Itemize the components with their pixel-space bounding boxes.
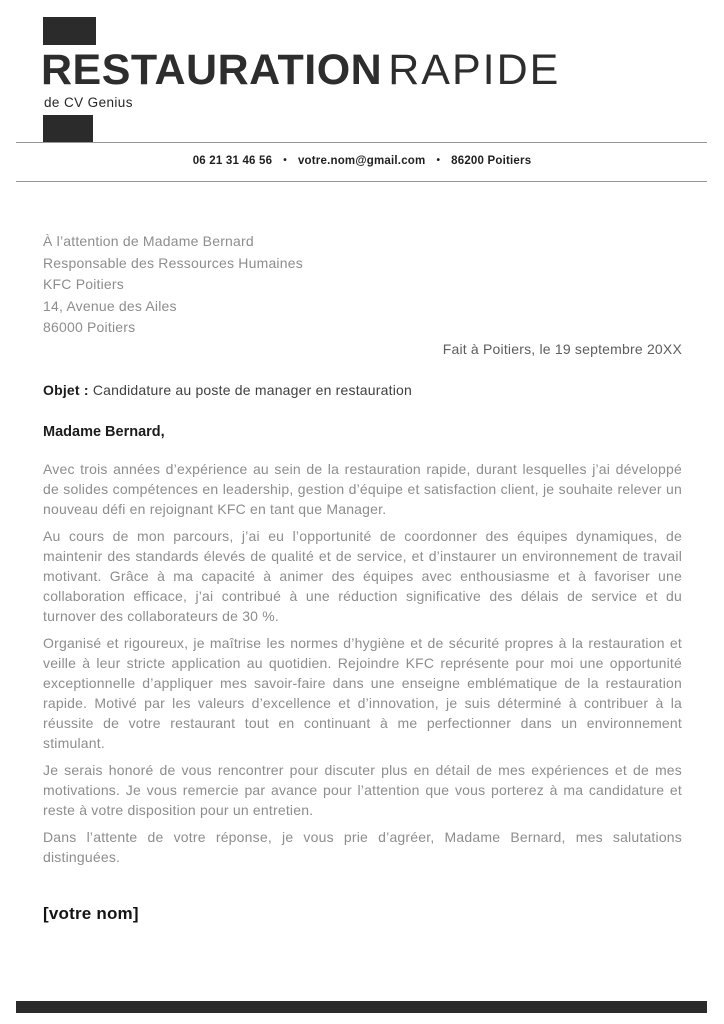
brand-square-bottom	[43, 115, 93, 142]
recipient-line: 86000 Poitiers	[43, 319, 136, 335]
recipient-block	[43, 231, 682, 339]
paragraph: Je serais honoré de vous rencontrer pour discuter plus en détail de mes expériences et de mes motivations. Je vous remercie par avance pour l’attention que vous porterez à ma candidature et reste à votre disposition pour un entretien.	[43, 761, 682, 818]
page-title-light: RAPIDE	[388, 46, 561, 94]
page-title	[41, 46, 682, 94]
salutation: Madame Bernard,	[43, 423, 165, 440]
email-address: votre.nom@gmail.com	[297, 155, 426, 167]
brand-square-top	[43, 17, 96, 45]
recipient-line: 14, Avenue des Ailes	[43, 297, 177, 314]
header-rule-bottom	[16, 181, 707, 182]
subject-label: Objet :	[43, 381, 89, 398]
letter-body	[43, 459, 682, 867]
paragraph: Dans l’attente de votre réponse, je vous prie d’agréer, Madame Bernard, mes salutations distinguées.	[43, 828, 682, 865]
footer-bar	[16, 1001, 707, 1013]
brand-subtitle: de CV Genius	[44, 95, 133, 110]
recipient-line: À l’attention de Madame Bernard	[43, 233, 254, 249]
date-line: Fait à Poitiers, le 19 septembre 20XX	[442, 340, 682, 357]
subject-line	[43, 382, 682, 398]
recipient-line: KFC Poitiers	[43, 276, 124, 292]
paragraph: Organisé et rigoureux, je maîtrise les normes d’hygiène et de sécurité propres à la restauration et veille à leur stricte application au quotidien. Rejoindre KFC représente pour moi une opportunité exceptionnelle d’appliquer mes savoir-faire dans une enseigne emblématique de la restauration rapide. Motivé par les valeurs d’excellence et d’innovation, je suis déterminé à contribuer à la réussite de votre restaurant tout en continuant à me perfectionner dans un environnement stimulant.	[43, 634, 682, 751]
postal-location: 86200 Poitiers	[451, 155, 532, 167]
contact-bar	[0, 143, 724, 181]
paragraph: Avec trois années d’expérience au sein de la restauration rapide, durant lesquelles j’ai développé de solides compétences en leadership, gestion d’équipe et satisfaction client, je souhaite relever un nouveau défi en rejoignant KFC en tant que Manager.	[43, 460, 682, 517]
page-title-bold: RESTAURATION	[41, 46, 383, 94]
bullet-separator-icon: •	[436, 155, 441, 166]
bullet-separator-icon: •	[283, 155, 287, 166]
recipient-line: Responsable des Ressources Humaines	[43, 254, 303, 271]
subject-text: Candidature au poste de manager en restauration	[88, 381, 412, 398]
signature-placeholder: [votre nom]	[43, 903, 139, 923]
paragraph: Au cours de mon parcours, j’ai eu l’opportunité de coordonner des équipes dynamiques, de maintenir des standards élevés de qualité et de service, et d’instaurer un environnement de travail motivant. Grâce à ma capacité à animer des équipes avec enthousiasme et à favoriser une collaboration efficace, j’ai contribué à une réduction significative des délais de service et du turnover des collaborateurs de 30 %.	[43, 527, 682, 624]
phone-number: 06 21 31 46 56	[192, 155, 273, 167]
